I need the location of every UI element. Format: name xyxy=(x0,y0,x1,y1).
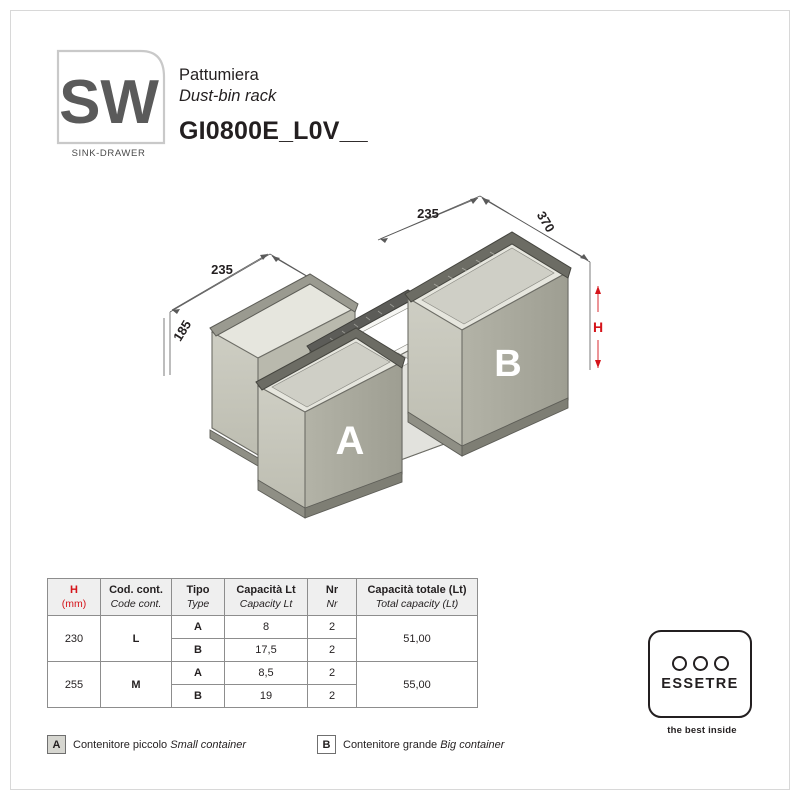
cell-nr: 2 xyxy=(308,639,357,662)
bin-right-big xyxy=(405,232,571,456)
legend-badge-A: A xyxy=(47,735,66,754)
col-total xyxy=(357,579,478,616)
cell-code-L: L xyxy=(101,616,172,662)
bin-label-B: B xyxy=(494,343,522,385)
col-code xyxy=(101,579,172,616)
product-illustration xyxy=(150,190,650,520)
col-type xyxy=(172,579,225,616)
spec-table-body xyxy=(48,616,478,708)
cell-total-M: 55,00 xyxy=(357,662,478,708)
cell-capacity: 8 xyxy=(225,616,308,639)
cell-code-M: M xyxy=(101,662,172,708)
bins-drawing xyxy=(150,190,650,520)
header xyxy=(46,45,646,175)
legend-big-en: Big container xyxy=(440,738,505,751)
legend-badge-B: B xyxy=(317,735,336,754)
spec-table xyxy=(47,578,478,708)
cell-h-230: 230 xyxy=(48,616,101,662)
brand-logo xyxy=(648,630,752,718)
cell-capacity: 17,5 xyxy=(225,639,308,662)
col-type-main: Tipo xyxy=(186,584,210,596)
dimension-label-235-left: 235 xyxy=(211,262,233,277)
col-capacity xyxy=(225,579,308,616)
legend-big-it: Contenitore grande xyxy=(343,738,438,751)
brand-tagline: the best inside xyxy=(667,725,737,736)
brand-dot-3-icon xyxy=(714,656,729,671)
cell-type: B xyxy=(172,639,225,662)
cell-capacity: 8,5 xyxy=(225,662,308,685)
col-h-sub: (mm) xyxy=(61,598,87,610)
dimension-label-370: 370 xyxy=(533,208,558,235)
brand-dots-icon xyxy=(672,656,729,671)
legend-small-it: Contenitore piccolo xyxy=(73,738,168,751)
col-capacity-sub: Capacity Lt xyxy=(239,598,293,610)
product-title-en: Dust-bin rack xyxy=(179,87,277,105)
col-capacity-main: Capacità Lt xyxy=(236,584,296,596)
col-total-sub: Total capacity (Lt) xyxy=(375,598,459,610)
cell-total-L: 51,00 xyxy=(357,616,478,662)
dimension-label-235-right: 235 xyxy=(417,206,439,221)
legend-item-big xyxy=(317,735,504,754)
legend-text-big xyxy=(343,739,504,751)
col-h-main: H xyxy=(70,584,78,596)
cell-type: A xyxy=(172,662,225,685)
bin-label-A: A xyxy=(335,419,365,463)
col-total-main: Capacità totale (Lt) xyxy=(367,584,467,596)
cell-capacity: 19 xyxy=(225,685,308,708)
title-block xyxy=(179,65,368,146)
col-nr-main: Nr xyxy=(325,584,339,596)
brand-dot-1-icon xyxy=(672,656,687,671)
svg-text:SW: SW xyxy=(59,68,159,137)
legend-small-en: Small container xyxy=(170,738,247,751)
cell-nr: 2 xyxy=(308,662,357,685)
legend-text-small xyxy=(73,739,246,751)
product-code: GI0800E_L0V__ xyxy=(179,117,368,145)
cell-h-255: 255 xyxy=(48,662,101,708)
table-row xyxy=(48,662,478,685)
col-code-main: Cod. cont. xyxy=(109,584,163,596)
col-code-sub: Code cont. xyxy=(110,598,162,610)
spec-table-wrap xyxy=(47,578,478,708)
cell-type: A xyxy=(172,616,225,639)
col-type-sub: Type xyxy=(186,598,210,610)
col-h xyxy=(48,579,101,616)
sw-logo-caption: SINK-DRAWER xyxy=(71,148,146,159)
brand-name: ESSETRE xyxy=(661,676,739,692)
cell-nr: 2 xyxy=(308,616,357,639)
cell-type: B xyxy=(172,685,225,708)
table-header-row xyxy=(48,579,478,616)
brand-dot-2-icon xyxy=(693,656,708,671)
dimension-label-H: H xyxy=(592,319,604,335)
legend-item-small xyxy=(47,735,246,754)
sw-logo-icon xyxy=(46,45,171,150)
brand-block xyxy=(648,630,756,736)
product-title-it: Pattumiera xyxy=(179,66,259,84)
sw-logo xyxy=(46,45,161,170)
dimension-label-185: 185 xyxy=(170,317,195,344)
table-row xyxy=(48,616,478,639)
col-nr-sub: Nr xyxy=(326,598,338,610)
cell-nr: 2 xyxy=(308,685,357,708)
col-nr xyxy=(308,579,357,616)
spec-table-head xyxy=(48,579,478,616)
